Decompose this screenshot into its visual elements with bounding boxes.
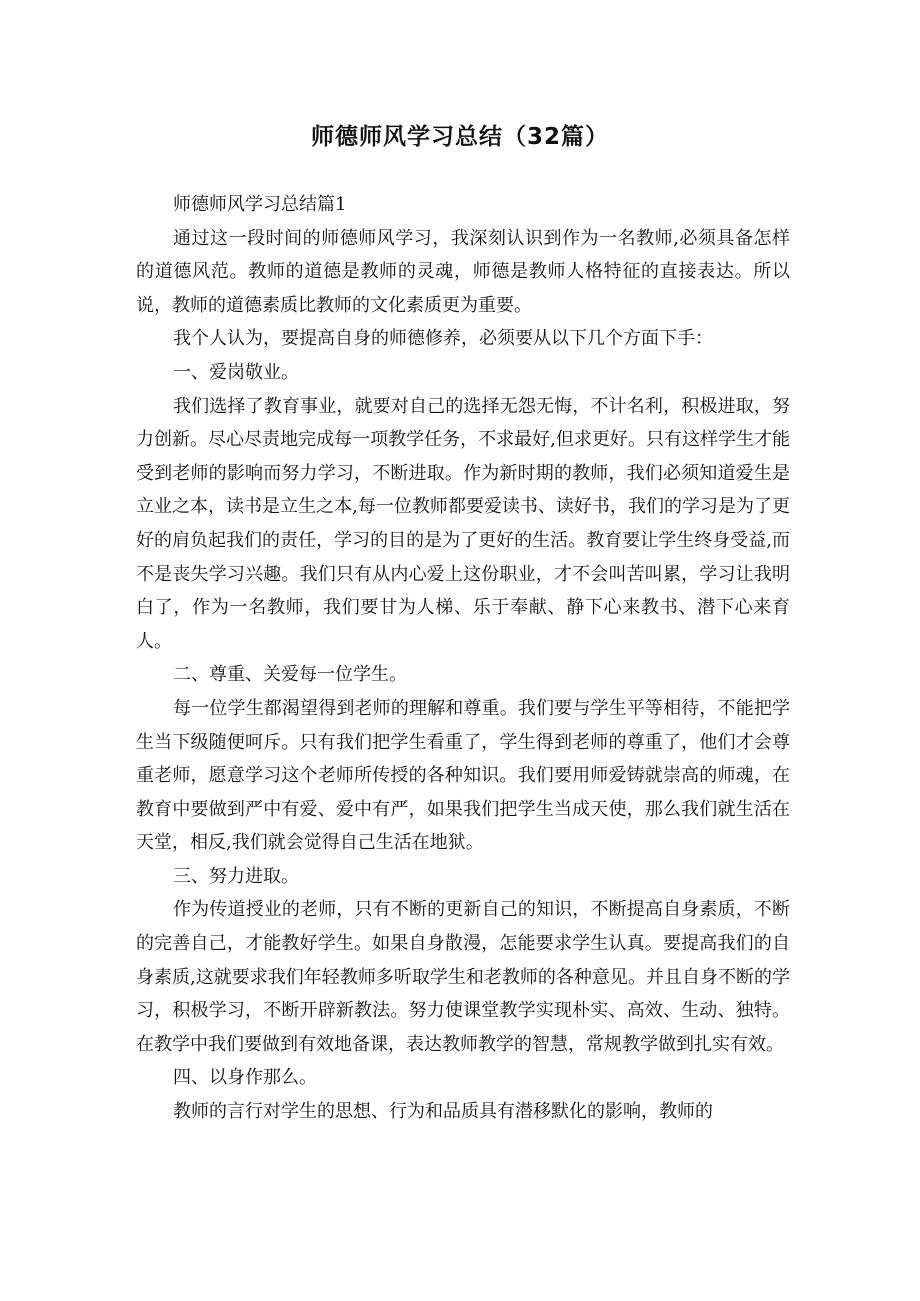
point-heading: 一、爱岗敬业。 — [173, 361, 299, 383]
paragraph: 每一位学生都渴望得到老师的理解和尊重。我们要与学生平等相待，不能把学生当下级随便呵斥。只有我们把学生看重了，学生得到老师的尊重了，他们才会尊重老师，愿意学习这个老师所传授的各种知识。我们要用师爱铸就崇高的师魂，在教育中要做到严中有爱、爱中有严，如果我们把学生当成天使，那么我们就生活在天堂，相反,我们就会觉得自己生活在地狱。 — [136, 697, 790, 854]
paragraph: 通过这一段时间的师德师风学习，我深刻认识到作为一名教师,必须具备怎样的道德风范。教师的道德是教师的灵魂，师德是教师人格特征的直接表达。所以说，教师的道德素质比教师的文化素质更为重要。 — [136, 227, 790, 316]
paragraph: 教师的言行对学生的思想、行为和品质具有潜移默化的影响，教师的 — [173, 1101, 713, 1123]
paragraph: 我个人认为，要提高自身的师德修养，必须要从以下几个方面下手： — [173, 328, 713, 350]
document-body — [136, 188, 790, 1129]
point-heading: 二、尊重、关爱每一位学生。 — [173, 664, 407, 686]
section-heading-1: 师德师风学习总结篇1 — [173, 194, 347, 215]
paragraph: 作为传道授业的老师，只有不断的更新自己的知识，不断提高自身素质，不断的完善自己，才能教好学生。如果自身散漫，怎能要求学生认真。要提高我们的自身素质,这就要求我们年轻教师多听取学生和老教师的各种意见。并且自身不断的学习，积极学习，不断开辟新教法。努力使课堂教学实现朴实、高效、生动、独特。在教学中我们要做到有效地备课，表达教师教学的智慧，常规教学做到扎实有效。 — [136, 899, 790, 1055]
point-heading: 四、以身作那么。 — [173, 1067, 317, 1089]
paragraph: 我们选择了教育事业，就要对自己的选择无怨无悔，不计名利，积极进取，努力创新。尽心尽责地完成每一项教学任务，不求最好,但求更好。只有这样学生才能受到老师的影响而努力学习，不断进取。作为新时期的教师，我们必须知道爱生是立业之本，读书是立生之本,每一位教师都要爱读书、读好书，我们的学习是为了更好的肩负起我们的责任，学习的目的是为了更好的生活。教育要让学生终身受益,而不是丧失学习兴趣。我们只有从内心爱上这份职业，才不会叫苦叫累，学习让我明白了，作为一名教师，我们要甘为人梯、乐于奉献、静下心来教书、潜下心来育人。 — [136, 395, 790, 652]
document-title: 师德师风学习总结（32篇） — [310, 124, 609, 150]
point-heading: 三、努力进取。 — [173, 865, 299, 887]
